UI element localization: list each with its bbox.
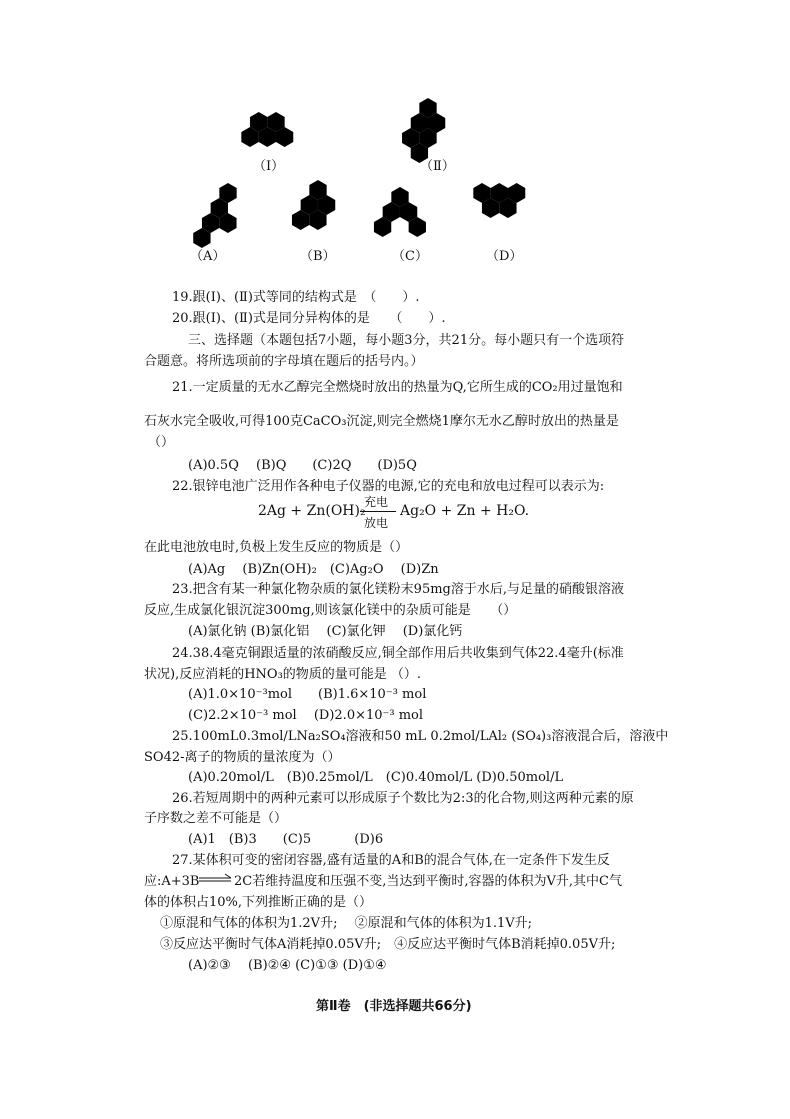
part-2-heading: 第Ⅱ卷 (非选择题共66分)	[316, 999, 472, 1014]
question-26-line2: 子序数之差不可能是（）	[144, 811, 288, 826]
equation-left: 2Ag + Zn(OH)₂	[258, 503, 366, 519]
question-22-options: (A)Ag (B)Zn(OH)₂ (C)Ag₂O (D)Zn	[188, 562, 439, 577]
question-27-line1: 27.某体积可变的密闭容器,盛有适量的A和B的混合气体,在一定条件下发生反	[172, 853, 610, 868]
question-26-options: (A)1 (B)3 (C)5 (D)6	[188, 832, 384, 847]
question-27-item-2: ③反应达平衡时气体A消耗掉0.05V升; ④反应达平衡时气体B消耗掉0.05V升;	[160, 937, 616, 952]
question-25-line1: 25.100mL0.3mol/LNa₂SO₄溶液和50 mL 0.2mol/LAl₂ (SO₄)₃溶液混合后，溶液中	[172, 729, 669, 744]
label-D: （D）	[486, 249, 523, 264]
question-21-line3: （）	[148, 435, 175, 450]
structure-A	[193, 183, 236, 248]
question-27-options: (A)②③ (B)②④ (C)①③ (D)①④	[188, 958, 387, 973]
question-24-line1: 24.38.4毫克铜跟适量的浓硝酸反应,铜全部作用后共收集到气体22.4毫升(标准	[172, 646, 624, 661]
question-27-line3: 体的体积占10%,下列推断正确的是（）	[144, 895, 373, 910]
section-3-heading-cont: 合题意。将所选项前的字母填在题后的括号内。）	[144, 354, 424, 369]
question-21-line2: 石灰水完全吸收,可得100克CaCO₃沉淀,则完全燃烧1摩尔无水乙醇时放出的热量是	[144, 414, 619, 429]
equation-arrow	[360, 511, 396, 512]
label-C: （C）	[392, 249, 428, 264]
equation-right: Ag₂O + Zn + H₂O.	[400, 503, 530, 519]
question-23-options: (A)氯化钠 (B)氯化铝 (C)氯化钾 (D)氯化钙	[188, 624, 463, 639]
equation-arrow-top: 充电	[364, 495, 389, 509]
question-24-options-2: (C)2.2×10⁻³ mol (D)2.0×10⁻³ mol	[188, 708, 424, 723]
question-25-options: (A)0.20mol/L (B)0.25mol/L (C)0.40mol/L (D)0.50mol/L	[188, 770, 564, 785]
question-27-line2-a: 应:A+3B	[144, 874, 200, 889]
question-23-line2: 反应,生成氯化银沉淀300mg,则该氯化镁中的杂质可能是 （）	[144, 603, 517, 618]
structure-I	[241, 112, 293, 147]
question-21-line1: 21.一定质量的无水乙醇完全燃烧时放出的热量为Q,它所生成的CO₂用过量饱和	[172, 380, 623, 395]
label-A: （A）	[190, 249, 226, 264]
question-22-line1: 22.银锌电池广泛用作各种电子仪器的电源,它的充电和放电过程可以表示为:	[172, 479, 605, 494]
question-20: 20.跟(Ⅰ)、(Ⅱ)式是同分异构体的是 （ ）.	[172, 311, 446, 326]
question-26-line1: 26.若短周期中的两种元素可以形成原子个数比为2:3的化合物,则这两种元素的原	[172, 791, 634, 806]
label-B: （B）	[300, 249, 336, 264]
label-II: （Ⅱ）	[420, 159, 455, 174]
structure-C	[374, 187, 426, 237]
question-23-line1: 23.把含有某一种氯化物杂质的氯化镁粉末95mg溶于水后,与足量的硝酸银溶液	[172, 582, 624, 597]
question-25-line2: SO42-离子的物质的量浓度为（）	[144, 750, 341, 765]
question-27-line2-b: 2C若维持温度和压强不变,当达到平衡时,容器的体积为V升,其中C气	[234, 874, 622, 889]
question-24-options-1: (A)1.0×10⁻³mol (B)1.6×10⁻³ mol	[188, 687, 427, 702]
structure-II	[402, 98, 445, 163]
section-3-heading: 三、选择题（本题包括7小题，每小题3分，共21分。每小题只有一个选项符	[188, 333, 625, 348]
question-27-item-1: ①原混和气体的体积为1.2V升; ②原混和气体的体积为1.1V升;	[160, 916, 533, 931]
structure-D	[473, 183, 525, 218]
question-22-line2: 在此电池放电时,负极上发生反应的物质是（）	[144, 540, 409, 555]
structure-B	[292, 180, 335, 230]
question-19: 19.跟(Ⅰ)、(Ⅱ)式等同的结构式是 （ ）.	[172, 290, 420, 305]
question-21-options: (A)0.5Q (B)Q (C)2Q (D)5Q	[188, 458, 417, 473]
question-24-line2: 状况),反应消耗的HNO₃的物质的量可能是 （）.	[144, 667, 422, 682]
equation-arrow-bottom: 放电	[364, 516, 389, 530]
label-I: （Ⅰ）	[253, 159, 285, 174]
